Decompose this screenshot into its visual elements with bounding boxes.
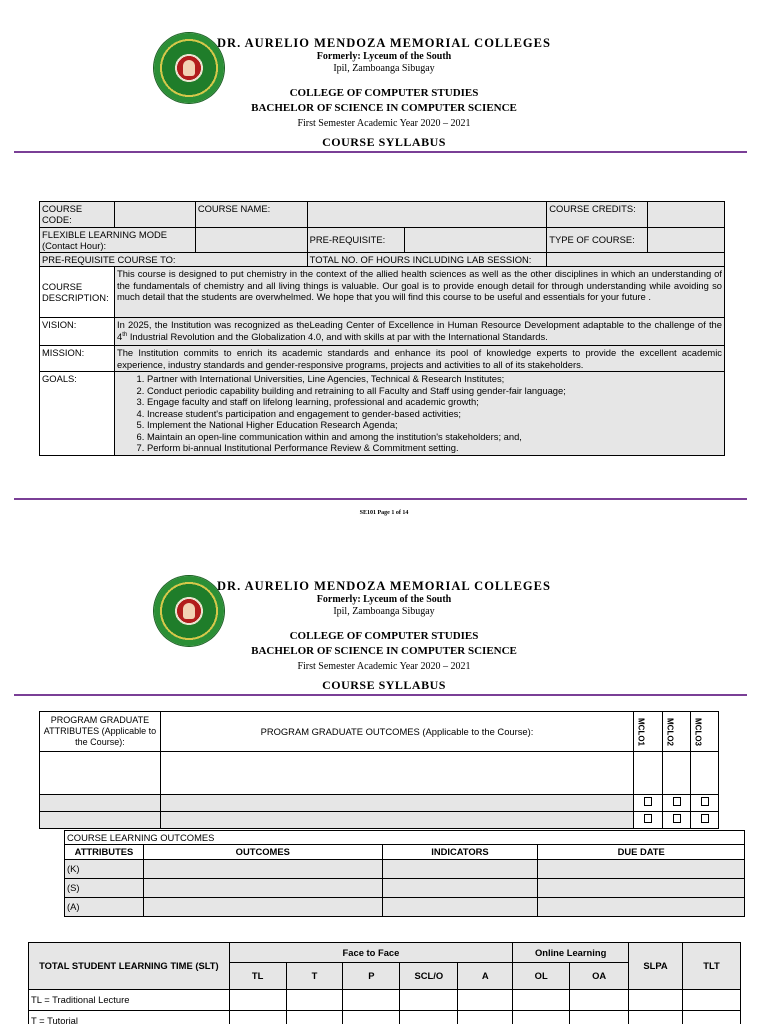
slt-cell[interactable]: [343, 1011, 400, 1024]
clo-row-label: (A): [65, 897, 144, 916]
mclo-cell[interactable]: [663, 752, 691, 795]
clo-header-outcomes: OUTCOMES: [143, 845, 382, 859]
prereq-to-label: PRE-REQUISITE COURSE TO:: [40, 253, 308, 267]
pgo-cell[interactable]: [160, 752, 633, 795]
col-oa: OA: [570, 963, 629, 990]
col-ol: OL: [513, 963, 570, 990]
mclo2-label: MCLO2: [665, 717, 675, 746]
pga-cell[interactable]: [40, 812, 161, 829]
clo-cell[interactable]: [143, 897, 382, 916]
mclo3-header: [691, 712, 719, 752]
course-code-label: COURSE CODE:: [40, 202, 115, 228]
mclo1-label: MCLO1: [636, 717, 646, 746]
checkbox[interactable]: [701, 797, 709, 806]
course-learning-outcomes-table: [64, 830, 745, 917]
slt-cell[interactable]: [229, 990, 286, 1011]
goal-item: 5. Implement the National Higher Education Research Agenda;: [147, 419, 722, 431]
course-name-label: COURSE NAME:: [195, 202, 307, 228]
description-label: COURSE DESCRIPTION:: [40, 267, 115, 318]
prereq-label: PRE-REQUISITE:: [307, 227, 404, 253]
vision-label: VISION:: [40, 318, 115, 346]
goals-list: [114, 371, 724, 455]
program-outcomes-table: [39, 711, 719, 829]
goal-item: 3. Engage faculty and staff on lifelong learning, professional and academic growth;: [147, 396, 722, 408]
vision-text-rest: Industrial Revolution and the Globalization 4.0, and with skills at par with the International Standards.: [127, 330, 548, 342]
flex-mode-value[interactable]: [195, 227, 307, 253]
address: Ipil, Zamboanga Sibugay: [333, 63, 435, 74]
mclo-cell[interactable]: [691, 752, 719, 795]
slt-cell[interactable]: [513, 990, 570, 1011]
slt-cell[interactable]: [229, 1011, 286, 1024]
pga-cell[interactable]: [40, 752, 161, 795]
online-learning-header: Online Learning: [513, 943, 629, 963]
goal-item: 4. Increase student's participation and engagement to gender-based activities;: [147, 408, 722, 420]
formerly-name: Formerly: Lyceum of the South: [316, 51, 452, 62]
total-hours-value[interactable]: [547, 253, 725, 267]
col-sclo: SCL/O: [400, 963, 458, 990]
pgo-cell[interactable]: [160, 812, 633, 829]
slt-cell[interactable]: [458, 990, 513, 1011]
col-t: T: [286, 963, 343, 990]
face-to-face-header: Face to Face: [229, 943, 513, 963]
degree-name: BACHELOR OF SCIENCE IN COMPUTER SCIENCE: [251, 645, 517, 657]
clo-cell[interactable]: [382, 859, 538, 878]
slt-cell[interactable]: [629, 1011, 683, 1024]
slt-cell[interactable]: [343, 990, 400, 1011]
col-p: P: [343, 963, 400, 990]
course-type-label: TYPE OF COURSE:: [547, 227, 648, 253]
slpa-header: SLPA: [629, 943, 683, 990]
prereq-value[interactable]: [404, 227, 547, 253]
clo-header-attributes: ATTRIBUTES: [65, 845, 144, 859]
goal-item: 2. Conduct periodic capability building and retraining to all Faculty and Staff using gender-fair language;: [147, 385, 722, 397]
pgo-cell[interactable]: [160, 795, 633, 812]
page-number: SE101 Page 1 of 14: [359, 510, 409, 516]
semester: First Semester Academic Year 2020 – 2021: [297, 118, 471, 129]
course-credits-label: COURSE CREDITS:: [547, 202, 648, 228]
clo-cell[interactable]: [382, 897, 538, 916]
document-title: COURSE SYLLABUS: [322, 135, 446, 149]
course-info-table: [39, 201, 725, 456]
student-learning-time-table: [28, 942, 741, 1024]
slt-cell[interactable]: [400, 990, 458, 1011]
flex-mode-label: FLEXIBLE LEARNING MODE (Contact Hour):: [40, 227, 196, 253]
institution-name: DR. AURELIO MENDOZA MEMORIAL COLLEGES: [217, 36, 551, 50]
clo-cell[interactable]: [538, 859, 745, 878]
goal-item: 7. Perform bi-annual Institutional Performance Review & Commitment setting.: [147, 442, 722, 454]
slt-cell[interactable]: [286, 990, 343, 1011]
college-name: COLLEGE OF COMPUTER STUDIES: [289, 630, 479, 642]
clo-cell[interactable]: [538, 897, 745, 916]
clo-row-label: (S): [65, 878, 144, 897]
document-title: COURSE SYLLABUS: [322, 678, 446, 692]
slt-cell[interactable]: [629, 990, 683, 1011]
slt-cell[interactable]: [513, 1011, 570, 1024]
mission-label: MISSION:: [40, 346, 115, 372]
mclo1-header: [634, 712, 663, 752]
clo-row-label: (K): [65, 859, 144, 878]
col-a: A: [458, 963, 513, 990]
checkbox[interactable]: [644, 814, 652, 823]
college-name: COLLEGE OF COMPUTER STUDIES: [289, 87, 479, 99]
header-rule: [14, 694, 747, 696]
slt-cell[interactable]: [683, 1011, 741, 1024]
checkbox[interactable]: [673, 814, 681, 823]
semester: First Semester Academic Year 2020 – 2021: [297, 661, 471, 672]
clo-header-due-date: DUE DATE: [538, 845, 745, 859]
vision-text: [114, 318, 724, 346]
mclo3-label: MCLO3: [693, 717, 703, 746]
slt-cell[interactable]: [570, 1011, 629, 1024]
vision-text-main: In 2025, the Institution was recognized as theLeading Center of Excellence in Human Resource Development adaptable to the challenge of the 4: [116, 319, 722, 342]
slt-row-label: T = Tutorial: [29, 1011, 230, 1024]
goal-item: 1. Partner with International Universities, Line Agencies, Technical & Research Institutes;: [147, 373, 722, 385]
pgo-header: PROGRAM GRADUATE OUTCOMES (Applicable to the Course):: [160, 712, 633, 752]
institution-name: DR. AURELIO MENDOZA MEMORIAL COLLEGES: [217, 579, 551, 593]
course-name-value[interactable]: [307, 202, 547, 228]
degree-name: BACHELOR OF SCIENCE IN COMPUTER SCIENCE: [251, 102, 517, 114]
total-hours-label: TOTAL NO. OF HOURS INCLUDING LAB SESSION:: [307, 253, 547, 267]
pga-cell[interactable]: [40, 795, 161, 812]
mission-text: The Institution commits to enrich its academic standards and enhance its pool of knowledge experts to provide the excellent academic experience, industry standards and gender-responsive programs, projects and activities to all of its stakeholders.: [114, 346, 724, 372]
checkbox[interactable]: [701, 814, 709, 823]
checkbox[interactable]: [673, 797, 681, 806]
page-header-1: [0, 33, 768, 183]
page-header-2: [0, 576, 768, 726]
course-credits-value[interactable]: [648, 202, 725, 228]
mclo-cell[interactable]: [634, 752, 663, 795]
formerly-name: Formerly: Lyceum of the South: [316, 594, 452, 605]
pga-header: PROGRAM GRADUATE ATTRIBUTES (Applicable to the Course):: [40, 712, 161, 752]
clo-cell[interactable]: [143, 859, 382, 878]
vision-superscript: th: [122, 331, 128, 338]
clo-cell[interactable]: [382, 878, 538, 897]
clo-cell[interactable]: [143, 878, 382, 897]
clo-cell[interactable]: [538, 878, 745, 897]
slt-cell[interactable]: [683, 990, 741, 1011]
description-text: This course is designed to put chemistry in the context of the allied health sciences as well as the other disciplines in which an understanding of the fundamentals of chemistry and all living things is valuable. Our goal is to provide enough detail for through understanding while avoiding so much detail that the students are overwhelmed. We hope that you will find this course to be useful and essentials for your future .: [114, 267, 724, 318]
course-type-value[interactable]: [648, 227, 725, 253]
clo-title: COURSE LEARNING OUTCOMES: [65, 831, 745, 845]
slt-cell[interactable]: [286, 1011, 343, 1024]
clo-header-indicators: INDICATORS: [382, 845, 538, 859]
course-code-value[interactable]: [114, 202, 195, 228]
slt-title: TOTAL STUDENT LEARNING TIME (SLT): [29, 943, 230, 990]
mclo2-header: [663, 712, 691, 752]
col-tl: TL: [229, 963, 286, 990]
checkbox[interactable]: [644, 797, 652, 806]
goals-label: GOALS:: [40, 371, 115, 455]
slt-cell[interactable]: [570, 990, 629, 1011]
slt-cell[interactable]: [458, 1011, 513, 1024]
slt-row-label: TL = Traditional Lecture: [29, 990, 230, 1011]
goal-item: 6. Maintain an open-line communication within and among the institution's stakeholders; and,: [147, 431, 722, 443]
tlt-header: TLT: [683, 943, 741, 990]
footer-rule: [14, 498, 747, 500]
address: Ipil, Zamboanga Sibugay: [333, 606, 435, 617]
slt-cell[interactable]: [400, 1011, 458, 1024]
header-rule: [14, 151, 747, 153]
